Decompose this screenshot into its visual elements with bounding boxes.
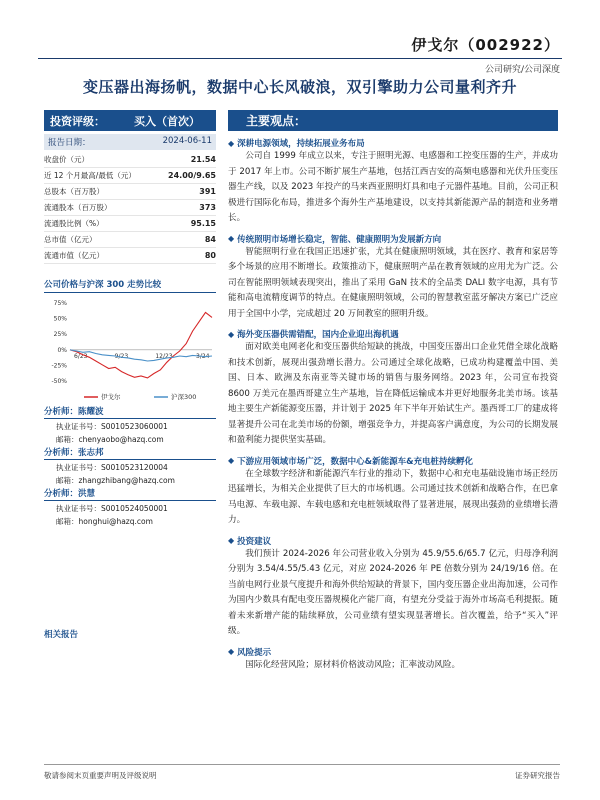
series-line (70, 350, 212, 361)
series-line (70, 312, 212, 378)
point-heading (228, 535, 558, 547)
report-title: 变压器出海扬帆，数据中心长风破浪，双引擎助力公司量利齐升 (82, 78, 517, 96)
stat-row (44, 152, 216, 168)
main-point (228, 233, 558, 323)
stat-label: 总股本（百万股） (44, 187, 104, 196)
doc-type: 公司研究/公司深度 (484, 65, 560, 75)
stat-row (44, 168, 216, 184)
main-point (228, 137, 558, 227)
analyst-email[interactable]: 邮箱：honghui@hazq.com (56, 517, 153, 526)
point-heading-text: 深耕电源领域，持续拓展业务布局 (237, 139, 365, 149)
stat-value: 24.00/9.65 (168, 171, 216, 180)
point-heading-text: 风险提示 (237, 647, 272, 658)
diamond-bullet-icon: ◆ (228, 329, 235, 339)
analyst-email[interactable]: 邮箱：zhangzhibang@hazq.com (56, 476, 175, 485)
stat-label: 流通市值（亿元） (44, 251, 104, 260)
point-body: 国际化经营风险；原材料价格波动风险；汇率波动风险。 (245, 659, 461, 670)
related-reports (44, 628, 216, 642)
point-body: 在全球数字经济和新能源汽车行业的推动下，数据中心和充电基础设施市场正经历迅猛增长，为相关企业提供了巨大的市场机遇。公司通过技术创新和战略合作，在巴拿马电源、车载电源、车载电感和充电桩领域取得了显著进展，展现出强劲的业绩增长潜力。 (228, 468, 558, 525)
y-tick-label: 0% (57, 346, 67, 354)
main-point (228, 535, 558, 640)
y-tick-label: -25% (51, 362, 67, 370)
stock-stats (44, 152, 216, 264)
related-title: 相关报告 (44, 630, 79, 640)
footer (44, 770, 560, 781)
legend-label: 伊戈尔 (101, 393, 121, 401)
stat-value: 80 (204, 251, 216, 260)
analyst-name: 分析师：洪慧 (44, 487, 216, 501)
stat-row (44, 200, 216, 216)
price-chart (44, 278, 216, 407)
point-body: 面对欧美电网老化和变压器供给短缺的挑战，中国变压器出口企业凭借全球化战略和技术创新，展现出强劲增长潜力。公司通过全球化战略，已成功构建覆盖中国、美国、日本、欧洲及东南亚等关键市场的销售与服务网络。2023 年，公司宣布投资 8600 万美元在墨西哥建立生产基地，旨在降低运输成本并更好地服务北美市场。该基地主要生产新能源变压器，并计划于 2025 年下半年开始试生产。墨西哥工厂的建成将显著提升公司在北美市场的份额，增强竞争力，并提高客户满意度，为公司的长期发展和盈利能力提供坚实基础。 (228, 342, 558, 445)
report-date-row (44, 134, 216, 150)
analyst-block (44, 487, 216, 527)
diamond-bullet-icon: ◆ (228, 456, 235, 465)
footer-divider (44, 764, 560, 765)
main-points-title: 主要观点： (228, 110, 558, 131)
stat-label: 总市值（亿元） (44, 235, 97, 244)
point-body: 我们预计 2024-2026 年公司营业收入分别为 45.9/55.6/65.7 亿元，归母净利润分别为 3.54/4.55/5.43 亿元，对应 2024-2026 年 PE 倍数分别为 24/19/16 倍。在当前电网行业景气度提升和海外供给短缺的背景下，国内变压器企业出海加速，公司作为国内少数具有配电变压器规模化产能厂商，有望充分受益于海外市场高毛利提振。随着未来新增产能的陆续释放，公司业绩有望实现显著增长。首次覆盖，给予“买入”评级。 (228, 548, 558, 636)
price-chart-svg (44, 297, 216, 407)
x-tick-label: 9/23 (114, 352, 129, 360)
company-name: 伊戈尔（002922） (411, 36, 560, 54)
point-body: 智能照明行业在我国正迅速扩张，尤其在健康照明领域，其在医疗、教育和家居等多个场景的应用不断增长。政策推动下，健康照明产品在教育领域的应用尤为广泛。公司在智能照明领域表现突出，推出了采用 GaN 技术的全品类 DALI 数字电源，具有节能和高电流精度调节的特点。在健康照明领域，公司的智慧教室蓝牙解决方案已广泛应用于全国中小学，完成超过 20 万间教室的照明升级。 (228, 246, 558, 319)
header-divider (38, 58, 562, 59)
diamond-bullet-icon: ◆ (228, 536, 235, 545)
analyst-name: 分析师：张志邦 (44, 446, 216, 460)
rating-value: 买入（首次） (134, 114, 200, 128)
y-tick-label: 25% (53, 331, 67, 339)
analyst-license: 执业证书号：S0010523060001 (56, 422, 168, 431)
stat-value: 391 (199, 187, 216, 196)
stat-value: 95.15 (190, 219, 216, 228)
point-heading (228, 137, 558, 149)
point-heading (228, 455, 558, 467)
analyst-name: 分析师：陈耀波 (44, 405, 216, 419)
point-heading-text: 海外变压器供需错配，国内企业迎出海机遇 (237, 330, 399, 340)
point-heading-text: 投资建议 (237, 536, 272, 547)
stat-label: 近 12 个月最高/最低（元） (44, 171, 136, 180)
footer-disclaimer: 敬请参阅末页重要声明及评级说明 (44, 771, 157, 780)
stat-row (44, 248, 216, 264)
point-body: 公司自 1999 年成立以来，专注于照明光源、电感器和工控变压器的生产，并成功于 2017 年上市。公司不断扩展生产基地，包括江西吉安的高频电感器和光伏升压变压器生产线，以及 2023 年投产的马来西亚照明灯具和电子元器件基地。目前，公司正积极进行国际化布局，推进多个海外生产基地建设，以支持其新能源产品的制造和业务增长。 (228, 151, 558, 223)
analyst-license: 执业证书号：S0010524050001 (56, 504, 168, 513)
analyst-block (44, 446, 216, 486)
stat-value: 21.54 (190, 155, 216, 164)
stat-label: 收盘价（元） (44, 155, 89, 164)
diamond-bullet-icon: ◆ (228, 234, 235, 243)
point-heading (228, 646, 558, 658)
points-list (228, 137, 558, 673)
report-date: 2024-06-11 (162, 136, 212, 146)
point-heading (228, 233, 558, 245)
left-sidebar (44, 110, 216, 264)
stat-row (44, 216, 216, 232)
point-heading (228, 328, 558, 340)
stat-label: 流通股比例（%） (44, 219, 104, 228)
legend-label: 沪深300 (171, 393, 197, 401)
stat-value: 373 (199, 203, 216, 212)
y-tick-label: 75% (53, 300, 67, 307)
analyst-license: 执业证书号：S0010523120004 (56, 463, 168, 472)
main-point (228, 455, 558, 529)
x-tick-label: 6/23 (74, 352, 88, 360)
main-content (228, 110, 558, 673)
stat-row (44, 184, 216, 200)
stat-value: 84 (204, 235, 216, 244)
stat-row (44, 232, 216, 248)
stat-label: 流通股本（百万股） (44, 203, 112, 212)
y-tick-label: -50% (51, 378, 67, 385)
analyst-email[interactable]: 邮箱：chenyaobo@hazq.com (56, 435, 164, 444)
point-heading-text: 传统照明市场增长稳定，智能、健康照明为发展新方向 (237, 234, 442, 245)
rating-bar (44, 110, 216, 131)
main-point (228, 328, 558, 449)
rating-label: 投资评级： (50, 114, 105, 128)
main-point (228, 646, 558, 674)
point-heading-text: 下游应用领域市场广泛，数据中心&新能源车&充电桩持续孵化 (237, 456, 473, 467)
footer-label: 证券研究报告 (515, 771, 560, 780)
y-tick-label: 50% (53, 315, 67, 323)
x-tick-label: 3/24 (196, 352, 210, 360)
diamond-bullet-icon: ◆ (228, 647, 235, 656)
diamond-bullet-icon: ◆ (228, 138, 235, 148)
report-date-label: 报告日期： (48, 138, 91, 148)
x-tick-label: 12/23 (155, 352, 173, 360)
analyst-block (44, 405, 216, 445)
chart-title: 公司价格与沪深 300 走势比较 (44, 278, 216, 293)
